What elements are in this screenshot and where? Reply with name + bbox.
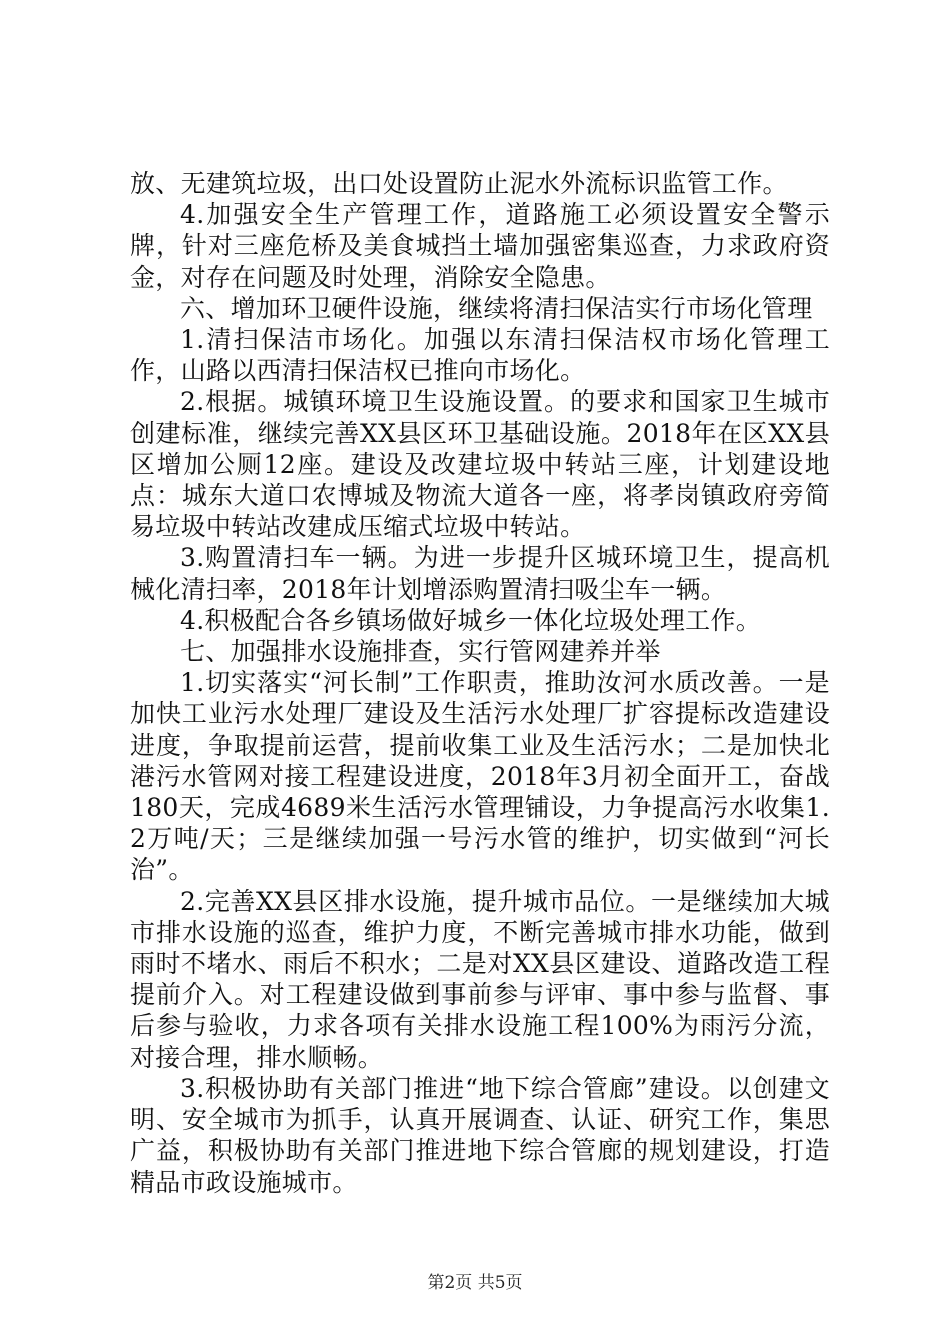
paragraph-1: 放、无建筑垃圾，出口处设置防止泥水外流标识监管工作。 bbox=[130, 169, 788, 198]
document-body bbox=[130, 168, 830, 1198]
paragraph-7: 1.切实落实“河长制”工作职责，推助汝河水质改善。一是加快工业污水处理厂建设及生活污水处理厂扩容提标改造建设进度，争取提前运营，提前收集工业及生活污水；二是加快北港污水管网对接工程建设进度，2018年3月初全面开工，奋战180天，完成4689米生活污水管理铺设，力争提高污水收集1.2万吨/天；三是继续加强一号污水管的维护，切实做到“河长治”。 bbox=[130, 668, 830, 885]
paragraph-2: 4.加强安全生产管理工作，道路施工必须设置安全警示牌，针对三座危桥及美食城挡土墙加强密集巡查，力求政府资金，对存在问题及时处理，消除安全隐患。 bbox=[130, 200, 830, 292]
section-heading-7: 七、加强排水设施排查，实行管网建养并举 bbox=[180, 637, 661, 667]
paragraph-8: 2.完善XX县区排水设施，提升城市品位。一是继续加大城市排水设施的巡查，维护力度，不断完善城市排水功能，做到雨时不堵水、雨后不积水；二是对XX县区建设、道路改造工程提前介入。对工程建设做到事前参与评审、事中参与监督、事后参与验收，力求各项有关排水设施工程100%为雨污分流，对接合理，排水顺畅。 bbox=[130, 886, 830, 1072]
paragraph-4: 2.根据。城镇环境卫生设施设置。的要求和国家卫生城市创建标准，继续完善XX县区环卫基础设施。2018年在区XX县区增加公厕12座。建设及改建垃圾中转站三座，计划建设地点：城东大道口农博城及物流大道各一座，将孝岗镇政府旁简易垃圾中转站改建成压缩式垃圾中转站。 bbox=[130, 387, 830, 542]
paragraph-9: 3.积极协助有关部门推进“地下综合管廊”建设。以创建文明、安全城市为抓手，认真开展调查、认证、研究工作，集思广益，积极协助有关部门推进地下综合管廊的规划建设，打造精品市政设施城市。 bbox=[130, 1073, 830, 1197]
paragraph-5: 3.购置清扫车一辆。为进一步提升区城环境卫生，提高机械化清扫率，2018年计划增添购置清扫吸尘车一辆。 bbox=[130, 543, 830, 604]
paragraph-6: 4.积极配合各乡镇场做好城乡一体化垃圾处理工作。 bbox=[180, 605, 762, 635]
page-footer: 第2页 共5页 bbox=[427, 1273, 523, 1293]
section-heading-6: 六、增加环卫硬件设施，继续将清扫保洁实行市场化管理 bbox=[180, 293, 813, 323]
paragraph-3: 1.清扫保洁市场化。加强以东清扫保洁权市场化管理工作，山路以西清扫保洁权已推向市场化。 bbox=[130, 325, 830, 386]
